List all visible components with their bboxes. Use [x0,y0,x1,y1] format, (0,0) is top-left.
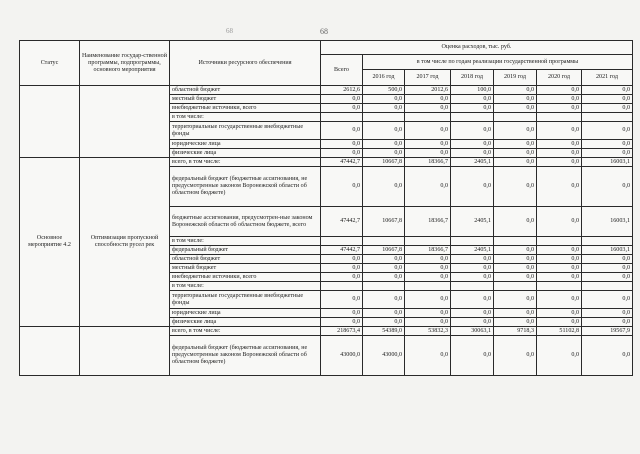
year-value-cell: 16003,1 [582,158,633,167]
source-cell: в том числе: [170,282,321,291]
total-value-cell: 218673,4 [321,327,363,336]
year-value-cell [363,237,405,246]
source-cell: федеральный бюджет (бюджетные ассигнования, не предусмотренные законом Воронежской области об областном бюджете) [170,167,321,207]
year-value-cell: 0,0 [451,291,494,309]
year-value-cell: 2405,1 [451,207,494,237]
total-value-cell: 0,0 [321,122,363,140]
year-value-cell: 30063,1 [451,327,494,336]
year-value-cell: 0,0 [451,264,494,273]
source-cell: в том числе: [170,237,321,246]
year-value-cell: 0,0 [582,104,633,113]
year-value-cell: 0,0 [537,104,582,113]
source-cell: территориальные государственные внебюджетные фонды [170,122,321,140]
header-year: 2018 год [451,70,494,86]
year-value-cell: 0,0 [451,95,494,104]
year-value-cell: 43000,0 [363,336,405,376]
source-cell: внебюджетные источники, всего [170,104,321,113]
year-value-cell: 18366,7 [405,246,451,255]
year-value-cell: 2012,6 [405,86,451,95]
year-value-cell [363,113,405,122]
source-cell: всего, в том числе: [170,158,321,167]
table-header [20,41,633,86]
total-value-cell: 47442,7 [321,246,363,255]
total-value-cell: 0,0 [321,291,363,309]
header-year: 2020 год [537,70,582,86]
year-value-cell: 0,0 [582,264,633,273]
year-value-cell: 0,0 [582,167,633,207]
source-cell: областной бюджет [170,255,321,264]
total-value-cell: 47442,7 [321,207,363,237]
year-value-cell: 0,0 [405,318,451,327]
year-value-cell: 0,0 [537,167,582,207]
year-value-cell: 0,0 [582,318,633,327]
year-value-cell: 0,0 [537,158,582,167]
year-value-cell: 0,0 [363,104,405,113]
header-total: Всего [321,55,363,86]
year-value-cell: 0,0 [537,122,582,140]
year-value-cell: 0,0 [451,140,494,149]
year-value-cell: 0,0 [494,246,537,255]
year-value-cell: 0,0 [451,149,494,158]
total-value-cell: 0,0 [321,273,363,282]
year-value-cell: 0,0 [494,318,537,327]
source-cell: физические лица [170,318,321,327]
year-value-cell: 0,0 [537,149,582,158]
year-value-cell: 9718,3 [494,327,537,336]
year-value-cell: 0,0 [494,122,537,140]
year-value-cell: 0,0 [363,309,405,318]
source-cell: федеральный бюджет [170,246,321,255]
year-value-cell [537,282,582,291]
year-value-cell: 0,0 [405,149,451,158]
year-value-cell [363,282,405,291]
header-estimate: Оценка расходов, тыс. руб. [321,41,633,55]
source-cell: в том числе: [170,113,321,122]
year-value-cell: 0,0 [363,167,405,207]
year-value-cell [582,113,633,122]
year-value-cell: 10667,8 [363,207,405,237]
total-value-cell: 0,0 [321,309,363,318]
total-value-cell: 0,0 [321,95,363,104]
year-value-cell: 0,0 [494,309,537,318]
year-value-cell: 0,0 [494,207,537,237]
year-value-cell [405,282,451,291]
budget-table [19,40,633,376]
year-value-cell: 0,0 [363,95,405,104]
year-value-cell: 0,0 [494,167,537,207]
year-value-cell: 0,0 [363,140,405,149]
header-year: 2016 год [363,70,405,86]
year-value-cell: 0,0 [537,336,582,376]
year-value-cell: 0,0 [494,336,537,376]
total-value-cell: 0,0 [321,140,363,149]
year-value-cell: 0,0 [363,291,405,309]
total-value-cell: 0,0 [321,255,363,264]
header-by-years: в том числе по годам реализации государственной программы [363,55,633,70]
year-value-cell: 51102,8 [537,327,582,336]
year-value-cell: 0,0 [451,273,494,282]
year-value-cell: 0,0 [451,122,494,140]
year-value-cell: 0,0 [405,273,451,282]
year-value-cell: 0,0 [537,140,582,149]
header-year: 2021 год [582,70,633,86]
year-value-cell: 0,0 [494,273,537,282]
year-value-cell: 0,0 [363,318,405,327]
total-value-cell [321,113,363,122]
measure-name-cell: Оптимизация пропускной способности русел рек [80,158,170,327]
source-cell: всего, в том числе: [170,327,321,336]
year-value-cell: 0,0 [451,309,494,318]
source-cell: юридические лица [170,140,321,149]
source-cell: внебюджетные источники, всего [170,273,321,282]
source-cell: бюджетные ассигнования, предусмотрен-ные законом Воронежской области об областном бюджете, всего [170,207,321,237]
year-value-cell: 0,0 [363,122,405,140]
year-value-cell: 0,0 [537,264,582,273]
year-value-cell: 0,0 [537,95,582,104]
year-value-cell: 0,0 [451,167,494,207]
faint-page-mark: 68 [226,27,233,35]
header-status: Статус [20,41,80,86]
page-number: 68 [320,27,328,36]
year-value-cell: 0,0 [494,104,537,113]
year-value-cell: 100,0 [451,86,494,95]
year-value-cell: 2405,1 [451,158,494,167]
total-value-cell: 43000,0 [321,336,363,376]
year-value-cell: 0,0 [494,95,537,104]
status-cell-empty [20,327,80,376]
header-source: Источники ресурсного обеспечения [170,41,321,86]
year-value-cell [494,113,537,122]
year-value-cell: 0,0 [405,309,451,318]
year-value-cell: 0,0 [582,255,633,264]
year-value-cell: 0,0 [582,273,633,282]
total-value-cell [321,237,363,246]
year-value-cell: 0,0 [405,167,451,207]
year-value-cell: 0,0 [582,122,633,140]
year-value-cell: 2405,1 [451,246,494,255]
year-value-cell: 0,0 [451,104,494,113]
year-value-cell: 0,0 [582,149,633,158]
year-value-cell: 0,0 [363,255,405,264]
year-value-cell [405,113,451,122]
source-cell: территориальные государственные внебюджетные фонды [170,291,321,309]
year-value-cell: 16003,1 [582,207,633,237]
year-value-cell: 0,0 [537,255,582,264]
year-value-cell [582,282,633,291]
header-year: 2019 год [494,70,537,86]
year-value-cell: 0,0 [537,273,582,282]
year-value-cell: 0,0 [537,207,582,237]
header-name: Наименование государ-ственной программы, подпрограммы, основного мероприятия [80,41,170,86]
year-value-cell [494,282,537,291]
year-value-cell: 0,0 [405,140,451,149]
year-value-cell: 10667,8 [363,158,405,167]
year-value-cell: 10667,8 [363,246,405,255]
year-value-cell: 0,0 [405,95,451,104]
year-value-cell: 0,0 [405,264,451,273]
year-value-cell: 0,0 [494,264,537,273]
year-value-cell: 0,0 [537,318,582,327]
year-value-cell: 0,0 [494,86,537,95]
year-value-cell: 0,0 [494,140,537,149]
year-value-cell: 0,0 [363,149,405,158]
year-value-cell: 0,0 [582,291,633,309]
year-value-cell: 18366,7 [405,207,451,237]
year-value-cell: 0,0 [582,309,633,318]
year-value-cell [451,113,494,122]
source-cell: физические лица [170,149,321,158]
year-value-cell: 0,0 [405,336,451,376]
year-value-cell: 0,0 [582,336,633,376]
year-value-cell: 0,0 [363,273,405,282]
measure-name-cell-empty [80,86,170,158]
year-value-cell: 54389,0 [363,327,405,336]
total-value-cell: 0,0 [321,149,363,158]
table-row [20,327,633,336]
year-value-cell: 19567,9 [582,327,633,336]
year-value-cell: 0,0 [405,122,451,140]
year-value-cell: 0,0 [451,318,494,327]
year-value-cell: 0,0 [451,336,494,376]
total-value-cell: 2612,6 [321,86,363,95]
year-value-cell [405,237,451,246]
year-value-cell: 0,0 [405,255,451,264]
year-value-cell [494,237,537,246]
total-value-cell: 47442,7 [321,158,363,167]
year-value-cell: 0,0 [494,291,537,309]
year-value-cell: 0,0 [405,291,451,309]
year-value-cell: 0,0 [494,149,537,158]
year-value-cell: 0,0 [537,291,582,309]
total-value-cell [321,282,363,291]
total-value-cell: 0,0 [321,264,363,273]
year-value-cell: 53832,3 [405,327,451,336]
status-cell: Основное мероприятие 4.2 [20,158,80,327]
year-value-cell: 0,0 [363,264,405,273]
year-value-cell: 0,0 [537,246,582,255]
year-value-cell: 0,0 [405,104,451,113]
total-value-cell: 0,0 [321,104,363,113]
source-cell: местный бюджет [170,264,321,273]
table-row [20,158,633,167]
year-value-cell: 0,0 [494,255,537,264]
source-cell: областной бюджет [170,86,321,95]
year-value-cell: 0,0 [537,86,582,95]
measure-name-cell-empty [80,327,170,376]
table-row [20,86,633,95]
source-cell: местный бюджет [170,95,321,104]
year-value-cell [537,237,582,246]
total-value-cell: 0,0 [321,318,363,327]
source-cell: федеральный бюджет (бюджетные ассигнования, не предусмотренные законом Воронежской области об областном бюджете) [170,336,321,376]
year-value-cell: 0,0 [494,158,537,167]
year-value-cell: 0,0 [582,95,633,104]
status-cell-empty [20,86,80,158]
year-value-cell [537,113,582,122]
source-cell: юридические лица [170,309,321,318]
year-value-cell: 0,0 [537,309,582,318]
year-value-cell: 16003,1 [582,246,633,255]
total-value-cell: 0,0 [321,167,363,207]
year-value-cell [451,237,494,246]
year-value-cell: 0,0 [451,255,494,264]
year-value-cell [582,237,633,246]
year-value-cell: 0,0 [582,86,633,95]
year-value-cell: 18366,7 [405,158,451,167]
header-year: 2017 год [405,70,451,86]
year-value-cell: 500,0 [363,86,405,95]
year-value-cell [451,282,494,291]
year-value-cell: 0,0 [582,140,633,149]
